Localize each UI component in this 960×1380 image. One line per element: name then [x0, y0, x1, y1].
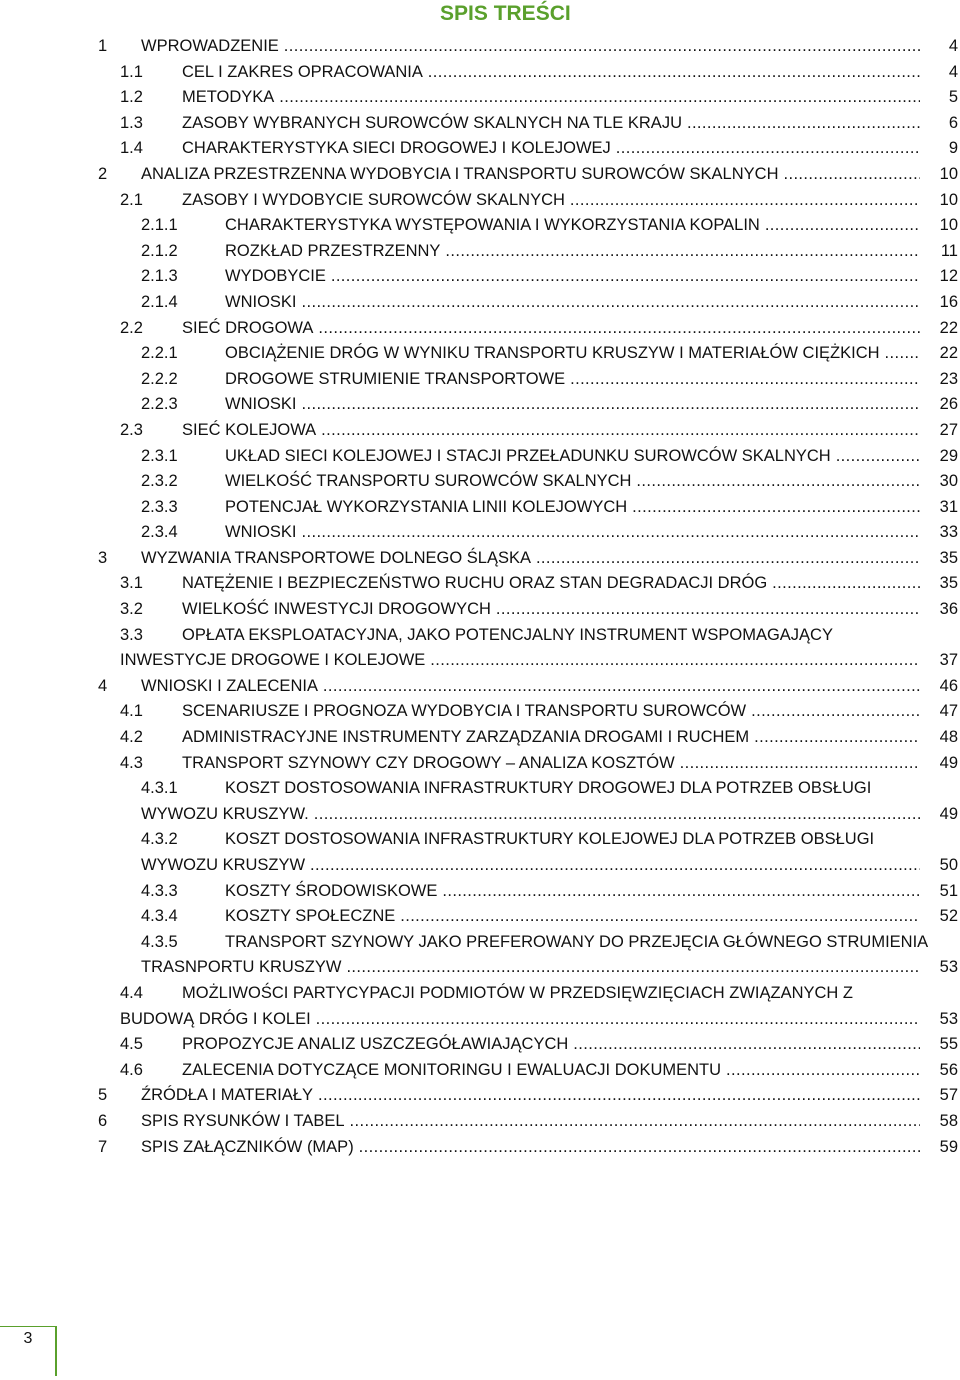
toc-entry-number: 4.5: [120, 1035, 143, 1054]
toc-entry-label: PROPOZYCJE ANALIZ USZCZEGÓŁAWIAJĄCYCH: [182, 1035, 569, 1054]
toc-entry-label: ROZKŁAD PRZESTRZENNY: [225, 241, 441, 260]
toc-entry-label: CEL I ZAKRES OPRACOWANIA: [182, 62, 423, 81]
toc-leader: [141, 1135, 920, 1161]
toc-line: [0, 520, 960, 546]
toc-entry[interactable]: [0, 674, 960, 700]
toc-line: [0, 495, 960, 521]
toc-entry[interactable]: [0, 162, 960, 188]
toc-leader: [182, 751, 920, 777]
toc-line: [0, 469, 960, 495]
toc-entry[interactable]: [0, 367, 960, 393]
toc-page-number: 22: [924, 316, 958, 342]
toc-page-number: 33: [924, 520, 958, 546]
toc-line: [0, 623, 960, 649]
toc-entry-number: 2.3: [120, 420, 143, 439]
toc-entry-label: NATĘŻENIE I BEZPIECZEŃSTWO RUCHU ORAZ STAN DEGRADACJI DRÓG: [182, 574, 768, 593]
toc-entry[interactable]: [0, 418, 960, 444]
toc-page-number: 56: [924, 1058, 958, 1084]
toc-entry-number: 2.3.1: [141, 446, 178, 465]
toc-entry[interactable]: [0, 981, 960, 1032]
toc-entry-number: 3: [98, 548, 108, 567]
toc-page-number: 29: [924, 444, 958, 470]
toc-entry-number: 2.2.2: [141, 369, 178, 388]
toc-leader: [141, 853, 920, 879]
toc-page-number: 57: [924, 1083, 958, 1109]
toc-entry-number: 4.3.5: [141, 932, 178, 951]
toc-entry-label: SIEĆ KOLEJOWA: [182, 420, 317, 439]
toc-entry[interactable]: [0, 392, 960, 418]
toc-entry[interactable]: [0, 571, 960, 597]
toc-page-number: 31: [924, 495, 958, 521]
toc-entry[interactable]: [0, 623, 960, 674]
toc-entry-number: 1.1: [120, 62, 143, 81]
toc-leader: [182, 60, 920, 86]
toc-page-number: 51: [924, 879, 958, 905]
toc-line: [0, 1109, 960, 1135]
toc-leader: [182, 85, 920, 111]
toc-entry-number: 2.1.1: [141, 216, 178, 235]
toc-page-number: 35: [924, 546, 958, 572]
toc-entry-label: SIEĆ DROGOWA: [182, 318, 314, 337]
toc-page-number: 46: [924, 674, 958, 700]
toc-entry-label: TRANSPORT SZYNOWY CZY DROGOWY – ANALIZA KOSZTÓW: [182, 753, 675, 772]
toc-line: [0, 751, 960, 777]
toc-entry-number: 3.2: [120, 600, 143, 619]
toc-page-number: 10: [924, 162, 958, 188]
toc-entry-number: 4.3: [120, 753, 143, 772]
toc-entry-label: SCENARIUSZE I PROGNOZA WYDOBYCIA I TRANSPORTU SUROWCÓW: [182, 702, 747, 721]
toc-entry-number: 4.2: [120, 728, 143, 747]
toc-line: [0, 802, 960, 828]
toc-entry-number: 4.3.3: [141, 881, 178, 900]
toc-entry[interactable]: [0, 188, 960, 214]
toc-page-number: 6: [924, 111, 958, 137]
toc-entry-label: TRANSPORT SZYNOWY JAKO PREFEROWANY DO PRZEJĘCIA GŁÓWNEGO STRUMIENIA: [225, 932, 929, 951]
toc-page-number: 53: [924, 1007, 958, 1033]
toc-entry-label: CHARAKTERYSTYKA SIECI DROGOWEJ I KOLEJOWEJ: [182, 139, 611, 158]
toc-page-number: 9: [924, 136, 958, 162]
toc-leader: [141, 34, 920, 60]
toc-leader: [182, 699, 920, 725]
toc-entry-number: 2.1: [120, 190, 143, 209]
toc-line: [0, 904, 960, 930]
toc-leader: [182, 136, 920, 162]
toc-line: [0, 776, 960, 802]
toc-entry[interactable]: [0, 1109, 960, 1135]
toc-leader: [225, 213, 920, 239]
toc-entry[interactable]: [0, 1032, 960, 1058]
toc-leader: [141, 546, 920, 572]
toc-page-number: 50: [924, 853, 958, 879]
toc-entry-number: 2.2: [120, 318, 143, 337]
toc-page-number: 30: [924, 469, 958, 495]
toc-line: [0, 418, 960, 444]
toc-entry-label: KOSZT DOSTOSOWANIA INFRASTRUKTURY DROGOWEJ DLA POTRZEB OBSŁUGI: [225, 779, 872, 798]
toc-page-number: 47: [924, 699, 958, 725]
toc-entry[interactable]: [0, 1135, 960, 1161]
toc-line: [0, 290, 960, 316]
toc-entry[interactable]: [0, 1083, 960, 1109]
toc-entry-number: 5: [98, 1086, 108, 1105]
toc-entry[interactable]: [0, 776, 960, 827]
toc-entry[interactable]: [0, 1058, 960, 1084]
toc-entry[interactable]: [0, 239, 960, 265]
toc-line: [0, 1083, 960, 1109]
toc-entry-label: WYZWANIA TRANSPORTOWE DOLNEGO ŚLĄSKA: [141, 548, 531, 567]
toc-entry-number: 1.3: [120, 113, 143, 132]
toc-line: [0, 597, 960, 623]
toc-entry[interactable]: [0, 495, 960, 521]
toc-entry-label: UKŁAD SIECI KOLEJOWEJ I STACJI PRZEŁADUNKU SUROWCÓW SKALNYCH: [225, 446, 831, 465]
toc-entry[interactable]: [0, 316, 960, 342]
toc-entry-number: 2.1.2: [141, 241, 178, 260]
toc-page-number: 36: [924, 597, 958, 623]
toc-leader: [182, 597, 920, 623]
toc-leader: [225, 444, 920, 470]
page-number: 3: [23, 1330, 33, 1347]
toc-leader: [225, 879, 920, 905]
toc-entry[interactable]: [0, 264, 960, 290]
toc-line: [0, 136, 960, 162]
toc-line: [0, 34, 960, 60]
toc-page-number: 48: [924, 725, 958, 751]
toc-entry-label: OBCIĄŻENIE DRÓG W WYNIKU TRANSPORTU KRUSZYW I MATERIAŁÓW CIĘŻKICH: [225, 344, 880, 363]
toc-leader: [225, 341, 920, 367]
toc-entry[interactable]: [0, 444, 960, 470]
toc-entry-label: TRASNPORTU KRUSZYW: [141, 958, 342, 977]
toc-page-number: 59: [924, 1135, 958, 1161]
toc-entry-label: WIELKOŚĆ TRANSPORTU SUROWCÓW SKALNYCH: [225, 472, 632, 491]
toc-line: [0, 264, 960, 290]
toc-entry-label: WNIOSKI I ZALECENIA: [141, 676, 318, 695]
toc-entry[interactable]: [0, 904, 960, 930]
toc-entry-label: KOSZTY ŚRODOWISKOWE: [225, 881, 438, 900]
toc-line: [0, 367, 960, 393]
toc-entry[interactable]: [0, 520, 960, 546]
toc-line: [0, 1032, 960, 1058]
toc-entry-label: ANALIZA PRZESTRZENNA WYDOBYCIA I TRANSPORTU SUROWCÓW SKALNYCH: [141, 164, 779, 183]
toc-line: [0, 239, 960, 265]
toc-line: [0, 674, 960, 700]
toc-entry-label: ADMINISTRACYJNE INSTRUMENTY ZARZĄDZANIA DROGAMI I RUCHEM: [182, 728, 750, 747]
toc-entry[interactable]: [0, 751, 960, 777]
toc-line: [0, 955, 960, 981]
toc-entry-label: METODYKA: [182, 88, 275, 107]
toc-line: [0, 316, 960, 342]
toc-line: [0, 853, 960, 879]
toc-page-number: 27: [924, 418, 958, 444]
toc-entry[interactable]: [0, 930, 960, 981]
toc-page-number: 52: [924, 904, 958, 930]
toc-leader: [225, 264, 920, 290]
toc-leader: [120, 648, 920, 674]
toc-entry-number: 1: [98, 37, 108, 55]
toc-page-number: 10: [924, 213, 958, 239]
toc-line: [0, 111, 960, 137]
toc-entry-number: 2.2.3: [141, 395, 178, 414]
toc-entry-number: 2.1.4: [141, 292, 178, 311]
toc-entry-label: KOSZT DOSTOSOWANIA INFRASTRUKTURY KOLEJOWEJ DLA POTRZEB OBSŁUGI: [225, 830, 875, 849]
toc-entry[interactable]: [0, 213, 960, 239]
toc-leader: [225, 469, 920, 495]
toc-entry-label: WIELKOŚĆ INWESTYCJI DROGOWYCH: [182, 600, 491, 619]
toc-entry-number: 4.3.1: [141, 779, 178, 798]
toc-line: [0, 546, 960, 572]
toc-entry-number: 1.2: [120, 88, 143, 107]
toc-entry-number: 2.3.2: [141, 472, 178, 491]
toc-entry[interactable]: [0, 290, 960, 316]
toc-page-number: 23: [924, 367, 958, 393]
toc-entry[interactable]: [0, 111, 960, 137]
toc-entry-number: 3.3: [120, 625, 143, 644]
toc-line: [0, 85, 960, 111]
toc-line: [0, 648, 960, 674]
toc-entry-number: 6: [98, 1111, 108, 1130]
toc-entry-label: WNIOSKI: [225, 292, 297, 311]
toc-line: [0, 725, 960, 751]
toc-leader: [141, 162, 920, 188]
toc-entry[interactable]: [0, 34, 960, 60]
toc-entry-label: OPŁATA EKSPLOATACYJNA, JAKO POTENCJALNY INSTRUMENT WSPOMAGAJĄCY: [182, 625, 833, 644]
toc-page-number: 53: [924, 955, 958, 981]
toc-line: [0, 341, 960, 367]
toc-line: [0, 827, 960, 853]
toc-entry-label: WYWOZU KRUSZYW: [141, 856, 306, 874]
page-footer: [0, 1326, 56, 1376]
toc-line: [0, 60, 960, 86]
toc-entry[interactable]: [0, 725, 960, 751]
toc-entry-label: DROGOWE STRUMIENIE TRANSPORTOWE: [225, 369, 566, 388]
toc-page-number: 49: [924, 751, 958, 777]
toc-leader: [225, 239, 920, 265]
toc-page-number: 5: [924, 85, 958, 111]
toc-line: [0, 392, 960, 418]
toc-leader: [182, 725, 920, 751]
toc-entry-number: 4.1: [120, 702, 143, 721]
toc-page-number: 49: [924, 802, 958, 828]
toc-entry-label: ZALECENIA DOTYCZĄCE MONITORINGU I EWALUACJI DOKUMENTU: [182, 1060, 722, 1079]
toc-line: [0, 930, 960, 956]
toc-page-number: 4: [924, 34, 958, 60]
toc-leader: [225, 495, 920, 521]
toc-entry-label: CHARAKTERYSTYKA WYSTĘPOWANIA I WYKORZYSTANIA KOPALIN: [225, 216, 760, 235]
toc-line: [0, 879, 960, 905]
toc-entry-label: WYDOBYCIE: [225, 267, 326, 286]
toc-entry-label: MOŻLIWOŚCI PARTYCYPACJI PODMIOTÓW W PRZEDSIĘWZIĘCIACH ZWIĄZANYCH Z: [182, 983, 854, 1002]
toc-line: [0, 571, 960, 597]
toc-entry[interactable]: [0, 85, 960, 111]
toc-leader: [182, 1058, 920, 1084]
toc-entry-number: 2.3.3: [141, 497, 178, 516]
toc-entry-number: 7: [98, 1137, 108, 1156]
toc-entry-number: 2.3.4: [141, 523, 178, 542]
toc-line: [0, 162, 960, 188]
toc-entry-label: WNIOSKI: [225, 523, 297, 542]
toc-entry[interactable]: [0, 469, 960, 495]
toc-leader: [141, 802, 920, 828]
toc-line: [0, 444, 960, 470]
toc-line: [0, 213, 960, 239]
toc-page-number: 55: [924, 1032, 958, 1058]
toc-leader: [182, 571, 920, 597]
toc-line: [0, 1007, 960, 1033]
toc-leader: [120, 1007, 920, 1033]
toc-entry[interactable]: [0, 699, 960, 725]
toc-leader: [225, 904, 920, 930]
toc-entry[interactable]: [0, 136, 960, 162]
toc-entry[interactable]: [0, 60, 960, 86]
toc-line: [0, 188, 960, 214]
toc-entry-label: BUDOWĄ DRÓG I KOLEI: [120, 1009, 311, 1028]
toc-leader: [141, 674, 920, 700]
toc-entry[interactable]: [0, 546, 960, 572]
toc-leader: [182, 111, 920, 137]
toc-entry-label: WPROWADZENIE: [141, 37, 279, 55]
toc-leader: [141, 1109, 920, 1135]
footer-rule: [0, 1326, 56, 1327]
toc-entry-label: ZASOBY WYBRANYCH SUROWCÓW SKALNYCH NA TLE KRAJU: [182, 113, 682, 132]
toc-page-number: 35: [924, 571, 958, 597]
toc-leader: [182, 316, 920, 342]
toc-leader: [141, 955, 920, 981]
toc-entry-number: 2: [98, 164, 108, 183]
toc-page-number: 26: [924, 392, 958, 418]
toc-entry[interactable]: [0, 341, 960, 367]
toc-leader: [182, 1032, 920, 1058]
toc-entry-number: 4.3.2: [141, 830, 178, 849]
toc-leader: [225, 367, 920, 393]
page-title: SPIS TREŚCI: [440, 2, 571, 25]
toc-entry-label: INWESTYCJE DROGOWE I KOLEJOWE: [120, 651, 426, 670]
toc-line: [0, 1135, 960, 1161]
toc-entry-label: POTENCJAŁ WYKORZYSTANIA LINII KOLEJOWYCH: [225, 497, 628, 516]
toc-entry-label: SPIS RYSUNKÓW I TABEL: [141, 1111, 345, 1130]
toc-entry-label: ŹRÓDŁA I MATERIAŁY: [141, 1086, 314, 1105]
toc-entry-label: SPIS ZAŁĄCZNIKÓW (MAP): [141, 1137, 354, 1156]
toc-entry[interactable]: [0, 597, 960, 623]
toc-page-number: 16: [924, 290, 958, 316]
toc-entry-number: 4.4: [120, 983, 143, 1002]
toc-entry-number: 2.2.1: [141, 344, 178, 363]
toc-page-number: 12: [924, 264, 958, 290]
toc-entry-number: 2.1.3: [141, 267, 178, 286]
toc-line: [0, 1058, 960, 1084]
toc-entry-number: 1.4: [120, 139, 143, 158]
toc-entry-number: 4: [98, 676, 108, 695]
toc-page-number: 11: [924, 239, 958, 265]
toc-leader: [141, 1083, 920, 1109]
toc-entry-label: WYWOZU KRUSZYW.: [141, 804, 309, 823]
toc-page-number: 4: [924, 60, 958, 86]
toc-entry-number: 3.1: [120, 574, 143, 593]
toc-page-number: 10: [924, 188, 958, 214]
toc-entry-label: WNIOSKI: [225, 395, 297, 414]
toc-page-number: 58: [924, 1109, 958, 1135]
toc-entry-label: KOSZTY SPOŁECZNE: [225, 907, 396, 926]
toc-entry[interactable]: [0, 827, 960, 878]
toc-entry-label: ZASOBY I WYDOBYCIE SUROWCÓW SKALNYCH: [182, 190, 565, 209]
toc-leader: [225, 520, 920, 546]
toc-entry[interactable]: [0, 879, 960, 905]
toc-page-number: 22: [924, 341, 958, 367]
table-of-contents: [0, 34, 960, 1160]
toc-leader: [182, 418, 920, 444]
toc-entry-number: 4.3.4: [141, 907, 178, 926]
toc-line: [0, 981, 960, 1007]
toc-leader: [225, 290, 920, 316]
toc-leader: [182, 188, 920, 214]
toc-leader: [225, 392, 920, 418]
toc-entry-number: 4.6: [120, 1060, 143, 1079]
toc-page-number: 37: [924, 648, 958, 674]
toc-line: [0, 699, 960, 725]
